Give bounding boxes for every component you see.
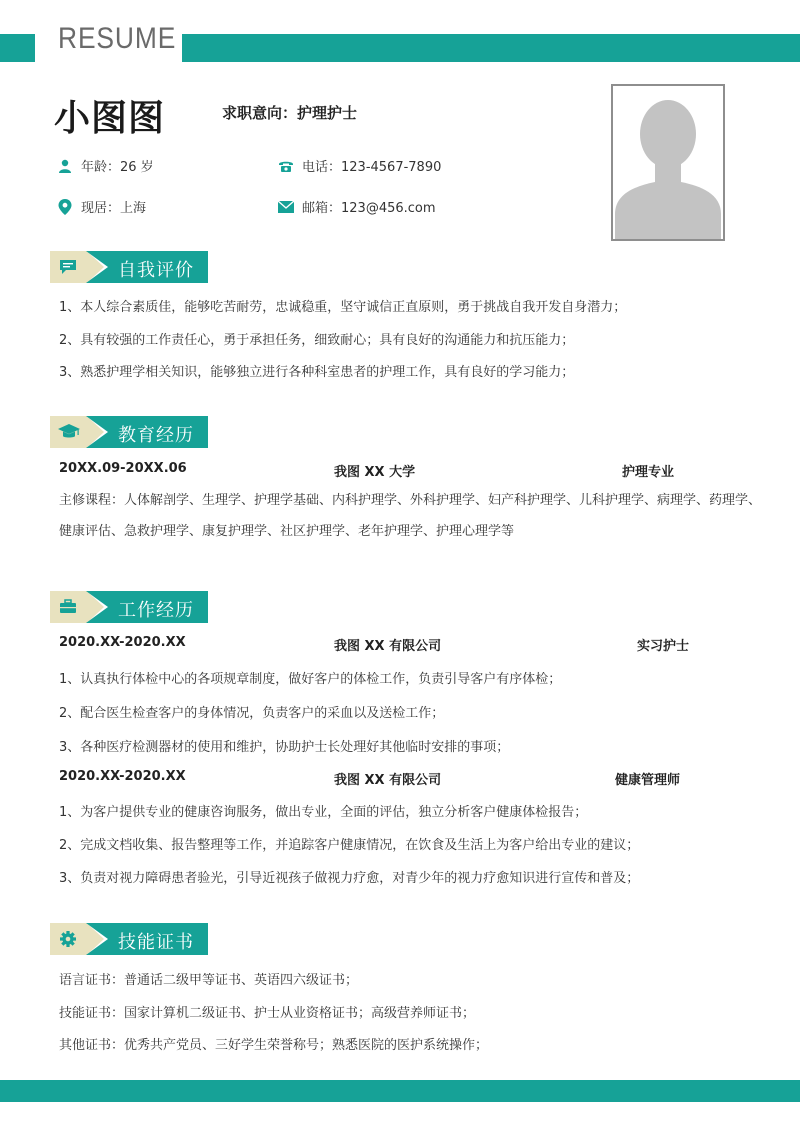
work-item: 2、完成文档收集、报告整理等工作，并追踪客户健康情况，在饮食及生活上为客户给出专业的建议；	[59, 838, 640, 853]
section-header-education	[50, 416, 210, 448]
skill-item: 语言证书：普通话二级甲等证书、英语四六级证书；	[59, 973, 359, 988]
candidate-name: 小图图	[54, 98, 166, 139]
bottom-accent-bar	[0, 1080, 800, 1102]
info-age: 年龄：26 岁	[57, 156, 154, 175]
work-item: 3、各种医疗检测器材的使用和维护，协助护士长处理好其他临时安排的事项；	[59, 740, 510, 755]
self-item: 2、具有较强的工作责任心，勇于承担任务，细致耐心；具有良好的沟通能力和抗压能力；	[59, 333, 575, 348]
work-period: 2020.XX-2020.XX	[59, 635, 186, 650]
message-icon	[58, 258, 78, 276]
info-residence: 现居：上海	[57, 197, 146, 216]
section-title: 技能证书	[118, 932, 194, 953]
self-item: 1、本人综合素质佳，能够吃苦耐劳，忠诚稳重，坚守诚信正直原则，勇于挑战自我开发自身潜力；	[59, 300, 627, 315]
work-company: 我图 XX 有限公司	[334, 773, 442, 788]
avatar-silhouette-icon	[613, 86, 723, 239]
education-school: 我图 XX 大学	[334, 465, 416, 480]
envelope-icon	[278, 199, 294, 215]
work-period: 2020.XX-2020.XX	[59, 769, 186, 784]
section-title: 教育经历	[118, 425, 194, 446]
briefcase-icon	[58, 598, 78, 616]
work-company: 我图 XX 有限公司	[334, 639, 442, 654]
work-item: 1、为客户提供专业的健康咨询服务，做出专业，全面的评估，独立分析客户健康体检报告；	[59, 805, 588, 820]
person-icon	[57, 158, 73, 174]
gear-icon	[58, 930, 78, 948]
work-row	[59, 635, 769, 655]
work-item: 3、负责对视力障碍患者验光，引导近视孩子做视力疗愈，对青少年的视力疗愈知识进行宣传和普及；	[59, 871, 640, 886]
phone-icon	[278, 158, 294, 174]
education-courses: 主修课程：人体解剖学、生理学、护理学基础、内科护理学、外科护理学、妇产科护理学、儿科护理学、病理学、药理学、健康评估、急救护理学、康复护理学、社区护理学、老年护理学、护理心理学等	[59, 493, 762, 539]
resume-heading: RESUME	[58, 22, 177, 55]
work-item: 1、认真执行体检中心的各项规章制度，做好客户的体检工作，负责引导客户有序体检；	[59, 672, 562, 687]
education-row	[59, 461, 769, 481]
info-email: 邮箱：123@456.com	[278, 197, 436, 216]
section-title: 自我评价	[118, 260, 194, 281]
education-period: 20XX.09-20XX.06	[59, 461, 187, 476]
education-major: 护理专业	[622, 465, 675, 480]
section-header-work	[50, 591, 210, 623]
location-pin-icon	[57, 199, 73, 215]
section-header-skills	[50, 923, 210, 955]
self-item: 3、熟悉护理学相关知识，能够独立进行各种科室患者的护理工作，具有良好的学习能力；	[59, 365, 575, 380]
section-title: 工作经历	[118, 600, 194, 621]
job-intent: 求职意向：护理护士	[222, 104, 358, 122]
work-item: 2、配合医生检查客户的身体情况，负责客户的采血以及送检工作；	[59, 706, 445, 721]
skill-item: 其他证书：优秀共产党员、三好学生荣誉称号；熟悉医院的医护系统操作；	[59, 1038, 489, 1053]
work-row	[59, 769, 769, 789]
section-header-self-evaluation	[50, 251, 210, 283]
graduation-cap-icon	[58, 423, 78, 441]
work-role: 实习护士	[637, 639, 690, 654]
info-phone: 电话：123-4567-7890	[278, 156, 441, 175]
work-role: 健康管理师	[615, 773, 681, 788]
top-accent-bar-left	[0, 34, 35, 62]
top-accent-bar-right	[182, 34, 800, 62]
profile-photo	[611, 84, 725, 241]
skill-item: 技能证书：国家计算机二级证书、护士从业资格证书；高级营养师证书；	[59, 1006, 476, 1021]
